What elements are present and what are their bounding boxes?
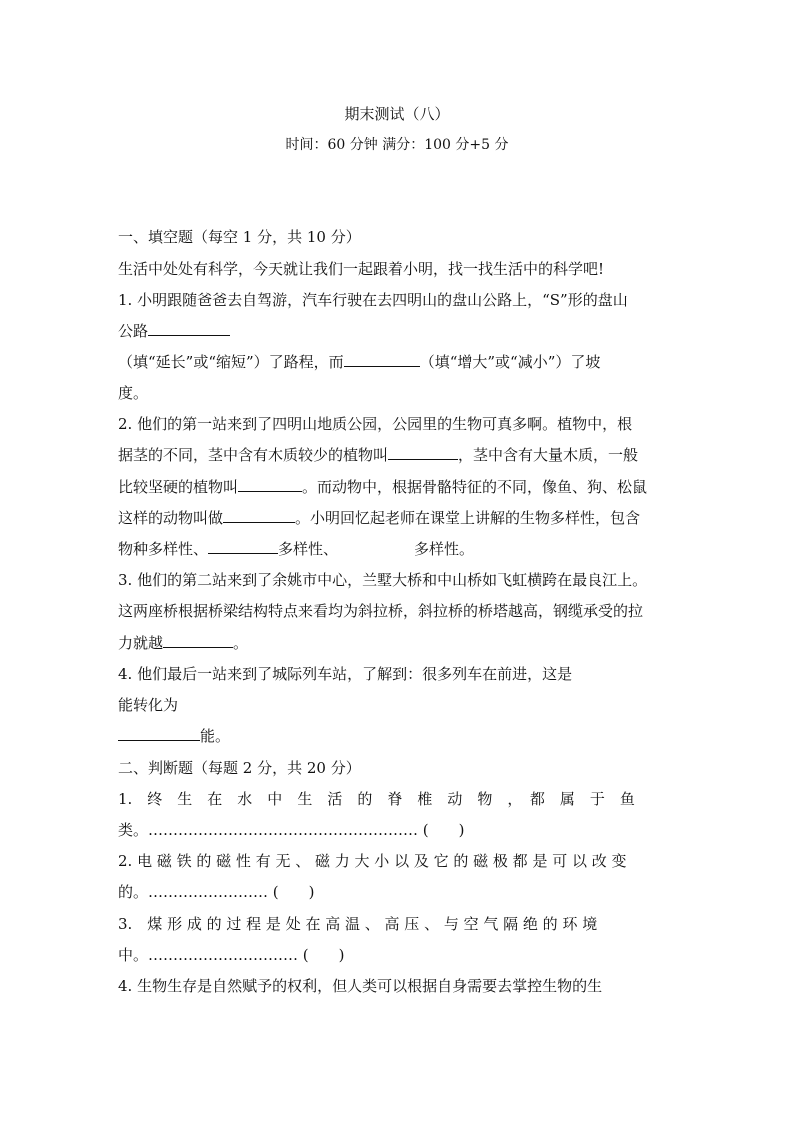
tf-q3-line2: 中。………………………… ( ) <box>118 946 345 964</box>
section1-intro: 生活中处处有科学，今天就让我们一起跟着小明，找一找生活中的科学吧! <box>118 260 605 278</box>
tf-q4-line1: 4. 生物生存是自然赋予的权利，但人类可以根据自身需要去掌控生物的生 <box>118 977 603 995</box>
q1-line3 <box>118 352 600 372</box>
q2-text: 比较坚硬的植物叫 <box>118 478 239 496</box>
exam-info: 时间：60 分钟 满分：100 分+5 分 <box>285 137 509 153</box>
q2-text: 多样性。 <box>414 540 475 558</box>
q1-blank-1[interactable] <box>148 321 230 336</box>
q1-blank-2[interactable] <box>344 352 420 367</box>
q2-line4 <box>118 508 640 528</box>
q2-blank-2[interactable] <box>238 477 302 492</box>
q4-blank-1[interactable] <box>118 726 200 741</box>
q1-line4: 度。 <box>118 384 149 402</box>
q1-text: （填“延长”或“缩短”）了路程，而 <box>118 353 344 371</box>
q2-blank-4[interactable] <box>208 539 278 554</box>
q2-text: 物种多样性、 <box>118 540 209 558</box>
q1-text: （填“增大”或“减小”）了坡 <box>419 353 601 371</box>
q4-line1: 4. 他们最后一站来到了城际列车站，了解到：很多列车在前进，这是 <box>118 665 573 683</box>
q3-line3 <box>118 633 248 653</box>
q2-text: 。小明回忆起老师在课堂上讲解的生物多样性，包含 <box>295 509 641 527</box>
section2-heading: 二、判断题（每题 2 分，共 20 分） <box>118 759 361 777</box>
q2-line1: 2. 他们的第一站来到了四明山地质公园，公园里的生物可真多啊。植物中，根 <box>118 415 633 433</box>
q2-blank-3[interactable] <box>223 508 295 523</box>
tf-q2-line1: 2. 电 磁 铁 的 磁 性 有 无 、 磁 力 大 小 以 及 它 的 磁 极 都 是 可 以 改 变 <box>118 852 627 870</box>
tf-q2-line2: 的。…………………… ( ) <box>118 883 315 901</box>
tf-q1-line2: 类。……………………………………………… ( ) <box>118 821 465 839</box>
q2-text: 这样的动物叫做 <box>118 509 224 527</box>
q4-line3 <box>118 726 230 746</box>
q3-text: 力就越 <box>118 634 164 652</box>
q2-text: ，茎中含有大量木质，一般 <box>458 446 639 464</box>
q4-text: 能。 <box>200 727 231 745</box>
q3-line1: 3. 他们的第二站来到了余姚市中心，兰墅大桥和中山桥如飞虹横跨在最良江上。 <box>118 571 648 589</box>
q3-blank-1[interactable] <box>163 633 233 648</box>
tf-q1-line1: 1. 终 生 在 水 中 生 活 的 脊 椎 动 物 ， 都 属 于 鱼 <box>118 790 635 808</box>
q2-blank-1[interactable] <box>388 445 458 460</box>
q2-text: 多样性、 <box>278 540 339 558</box>
section1-heading: 一、填空题（每空 1 分，共 10 分） <box>118 228 361 246</box>
q2-text: 。而动物中，根据骨骼特征的不同，像鱼、狗、松鼠 <box>302 478 648 496</box>
q3-text: 。 <box>233 634 249 652</box>
q4-line2: 能转化为 <box>118 696 179 714</box>
page-title: 期末测试（八） <box>344 105 450 123</box>
tf-q3-line1: 3. 煤 形 成 的 过 程 是 处 在 高 温 、 高 压 、 与 空 气 隔 绝 的 环 境 <box>118 915 598 933</box>
q1-line2 <box>118 321 230 341</box>
q3-line2: 这两座桥根据桥梁结构特点来看均为斜拉桥，斜拉桥的桥塔越高，钢缆承受的拉 <box>118 602 644 620</box>
q1-text: 公路 <box>118 322 149 340</box>
q2-line2 <box>118 445 638 465</box>
q2-text: 据茎的不同，茎中含有木质较少的植物叫 <box>118 446 389 464</box>
q1-line1: 1. 小明跟随爸爸去自驾游，汽车行驶在去四明山的盘山公路上，“S”形的盘山 <box>118 291 628 309</box>
q2-line5 <box>118 539 474 559</box>
q2-line3 <box>118 477 647 497</box>
